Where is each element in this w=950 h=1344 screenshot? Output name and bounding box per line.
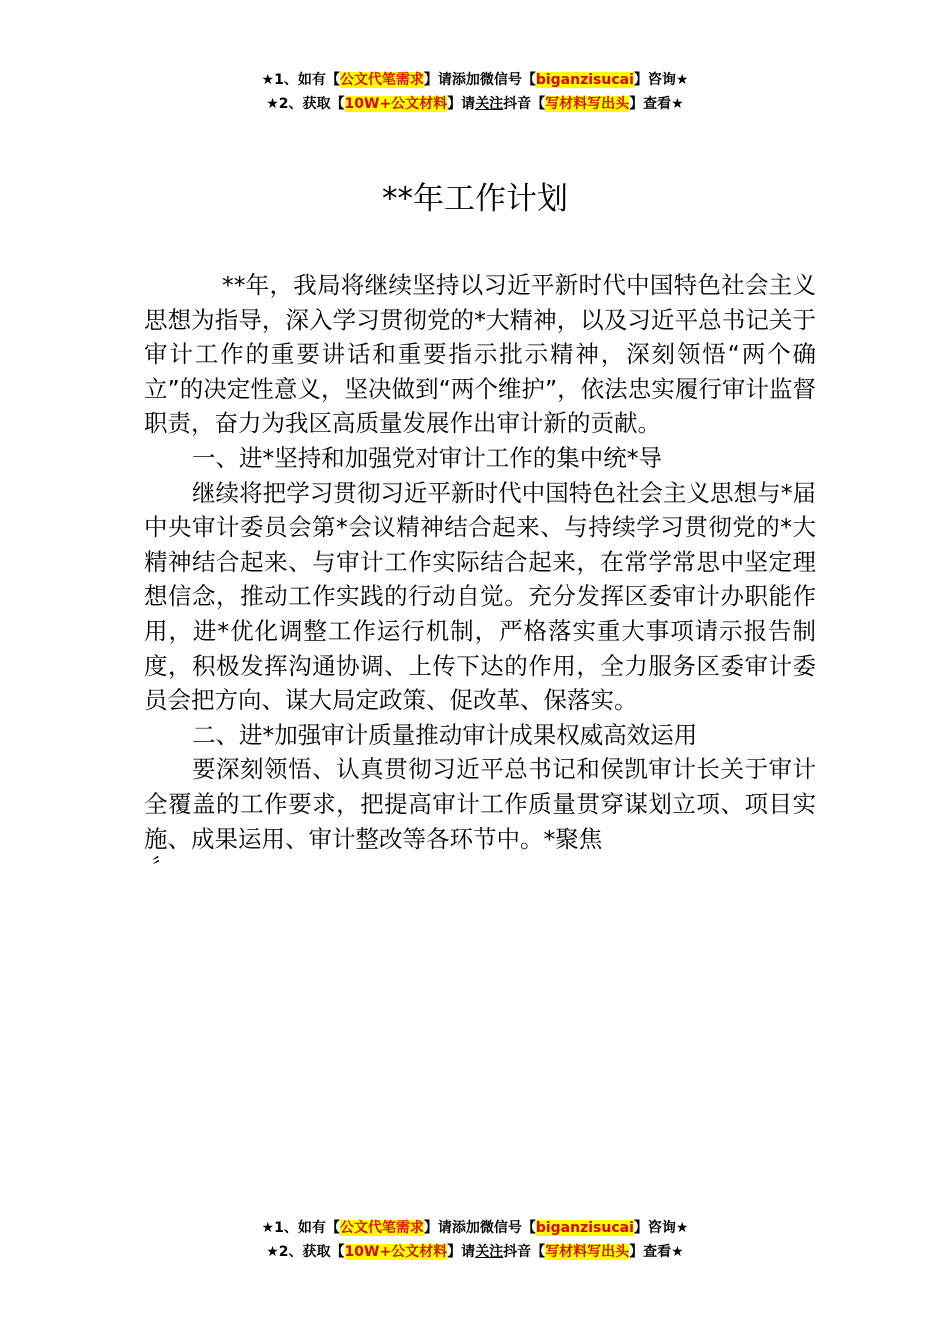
notice-text: 】查看★ [629, 1244, 684, 1260]
notice-text: ★1、如有【 [261, 72, 340, 88]
paragraph-intro: **年，我局将继续坚持以习近平新时代中国特色社会主义思想为指导，深入学习贯彻党的*大精神，以及习近平总书记关于审计工作的重要讲话和重要指示批示精神，深刻领悟“两个确立”的决定性意义，坚决做到“两个维护”，依法忠实履行审计监督职责，奋力为我区高质量发展作出审计新的贡献。 [144, 271, 816, 438]
notice-text: 微信号【 [479, 1220, 536, 1236]
highlight-service: 公文代笔需求 [339, 72, 424, 88]
notice-line-1 [0, 68, 950, 92]
notice-text: ★2、获取【 [266, 96, 345, 112]
notice-text: 微信号【 [479, 72, 536, 88]
notice-text: 】请 [447, 1244, 476, 1260]
document-body [144, 268, 816, 879]
highlight-wechat-id: biganzisucai [535, 72, 634, 88]
notice-text: ★2、获取【 [266, 1244, 345, 1260]
notice-text: 】咨询★ [633, 72, 689, 88]
highlight-wechat-id: biganzisucai [535, 1220, 634, 1236]
notice-text: 】请添 [423, 72, 466, 88]
section-heading-1: 一、进*坚持和加强党对审计工作的集中统*导 [192, 443, 662, 472]
notice-text-underlined: 关注 [475, 96, 504, 112]
paragraph-section-1: 继续将把学习贯彻习近平新时代中国特色社会主义思想与*届中央审计委员会第*会议精神结合起来、与持续学习贯彻党的*大精神结合起来、与审计工作实际结合起来，在常学常思中坚定理想信念，推动工作实践的行动自觉。充分发挥区委审计办职能作用，进*优化调整工作运行机制，严格落实重大事项请示报告制度，积极发挥沟通协调、上传下达的作用，全力服务区委审计委员会把方向、谋大局定政策、促改革、保落实。 [144, 478, 816, 715]
highlight-materials: 10W+公文材料 [344, 1244, 448, 1260]
document-title: **年工作计划 [382, 181, 568, 217]
header-notice [0, 68, 950, 116]
notice-line-2 [0, 92, 950, 116]
notice-text: 抖音【 [503, 96, 546, 112]
highlight-douyin-account: 写材料写出头 [545, 96, 630, 112]
notice-line-2 [0, 1240, 950, 1264]
section-heading-2: 二、进*加强审计质量推动审计成果权威高效运用 [192, 720, 698, 749]
notice-text: 抖音【 [503, 1244, 546, 1260]
notice-line-1 [0, 1216, 950, 1240]
footer-notice [0, 1216, 950, 1264]
trailing-quote-mark: 〞 [152, 854, 172, 879]
paragraph-section-2: 要深刻领悟、认真贯彻习近平总书记和侯凯审计长关于审计全覆盖的工作要求，把提高审计工作质量贯穿谋划立项、项目实施、成果运用、审计整改等各环节中。*聚焦 [144, 755, 816, 853]
notice-text: 】请添 [423, 1220, 466, 1236]
notice-text: 】咨询★ [633, 1220, 689, 1236]
notice-text-underlined: 关注 [475, 1244, 504, 1260]
notice-text: ★1、如有【 [261, 1220, 340, 1236]
highlight-service: 公文代笔需求 [339, 1220, 424, 1236]
highlight-materials: 10W+公文材料 [344, 96, 448, 112]
highlight-douyin-account: 写材料写出头 [545, 1244, 630, 1260]
notice-text: 加 [465, 72, 480, 88]
notice-text: 加 [465, 1220, 480, 1236]
notice-text: 】请 [447, 96, 476, 112]
notice-text: 】查看★ [629, 96, 684, 112]
